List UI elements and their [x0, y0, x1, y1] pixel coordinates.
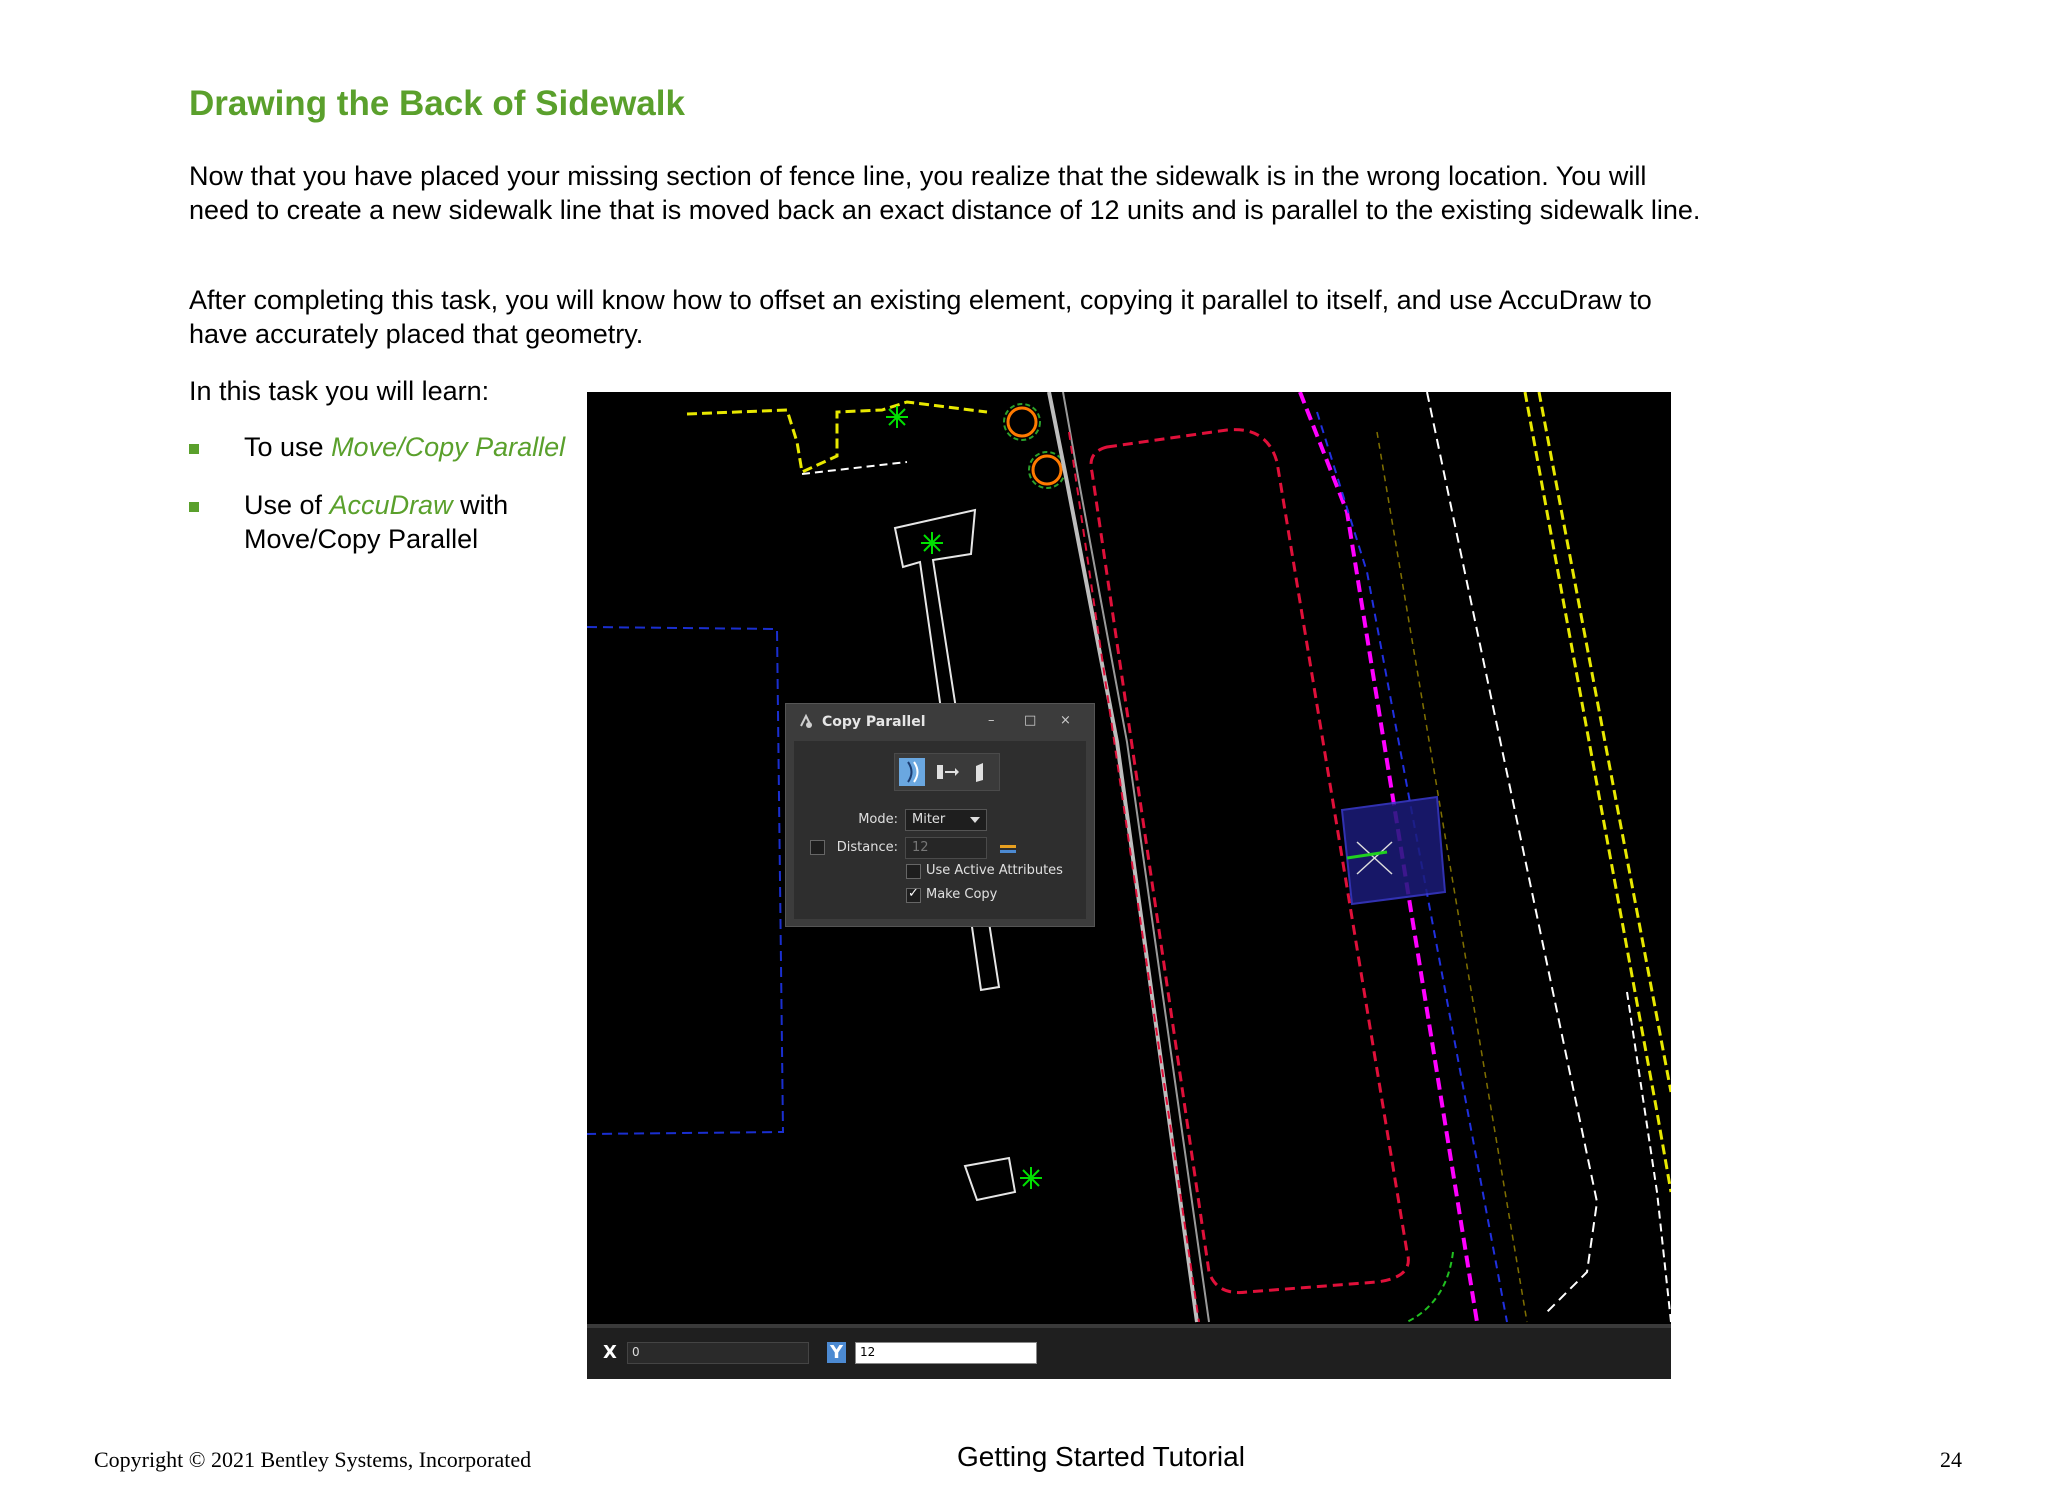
tool-link: Move/Copy Parallel	[331, 432, 566, 462]
use-active-attributes-label: Use Active Attributes	[926, 863, 1063, 878]
cad-view[interactable]	[587, 392, 1671, 1324]
mode-label: Mode:	[858, 812, 898, 827]
list-item: Use of AccuDraw with Move/Copy Parallel	[189, 488, 569, 556]
use-active-attributes-checkbox[interactable]	[906, 864, 921, 879]
y-coordinate-field[interactable]: 12	[855, 1342, 1037, 1364]
make-copy-label: Make Copy	[926, 887, 998, 902]
copy-parallel-offset-icon[interactable]	[967, 758, 993, 786]
section-heading: Drawing the Back of Sidewalk	[189, 84, 685, 123]
copyright: Copyright © 2021 Bentley Systems, Incorporated	[94, 1447, 532, 1472]
learning-list	[189, 430, 569, 580]
page-number: 24	[1940, 1447, 1962, 1472]
minimize-button[interactable]: –	[988, 713, 995, 728]
microstation-screenshot	[587, 392, 1671, 1375]
copy-parallel-dialog[interactable]	[785, 703, 1095, 927]
measure-distance-icon[interactable]	[998, 838, 1018, 858]
distance-field[interactable]: 12	[905, 837, 987, 859]
distance-checkbox[interactable]	[810, 840, 825, 855]
copy-parallel-icon	[798, 713, 814, 729]
chevron-down-icon	[970, 817, 980, 823]
dialog-title: Copy Parallel	[822, 714, 926, 730]
maximize-button[interactable]: □	[1024, 713, 1037, 728]
outcome-paragraph: After completing this task, you will know how to offset an existing element, copying it parallel to itself, and use AccuDraw to have accurately placed that geometry.	[189, 285, 1652, 349]
document-title: Getting Started Tutorial	[957, 1441, 1245, 1472]
make-copy-checkbox[interactable]	[906, 888, 921, 903]
accudraw-bar	[587, 1324, 1671, 1379]
x-axis-label: X	[603, 1342, 617, 1363]
copy-parallel-move-icon[interactable]	[933, 758, 959, 786]
intro-paragraph: Now that you have placed your missing section of fence line, you realize that the sidewalk is in the wrong location. You will need to create a new sidewalk line that is moved back an exact distance of 12 units and is parallel to the existing sidewalk line.	[189, 161, 1701, 225]
y-axis-label: Y	[827, 1342, 846, 1363]
bullet-square-icon	[189, 444, 199, 454]
dialog-titlebar[interactable]	[786, 704, 1094, 738]
dialog-body	[794, 741, 1086, 919]
x-coordinate-field[interactable]: 0	[627, 1342, 809, 1364]
mode-select[interactable]: Miter	[905, 809, 987, 831]
tool-link: AccuDraw	[329, 490, 453, 520]
bullet-square-icon	[189, 502, 199, 512]
close-button[interactable]: ×	[1060, 713, 1071, 728]
learn-intro: In this task you will learn:	[189, 376, 490, 406]
distance-label: Distance:	[836, 840, 898, 855]
tool-toolbar	[894, 753, 1000, 791]
copy-parallel-by-element-icon[interactable]	[899, 758, 925, 786]
list-item: To use Move/Copy Parallel	[189, 430, 569, 464]
